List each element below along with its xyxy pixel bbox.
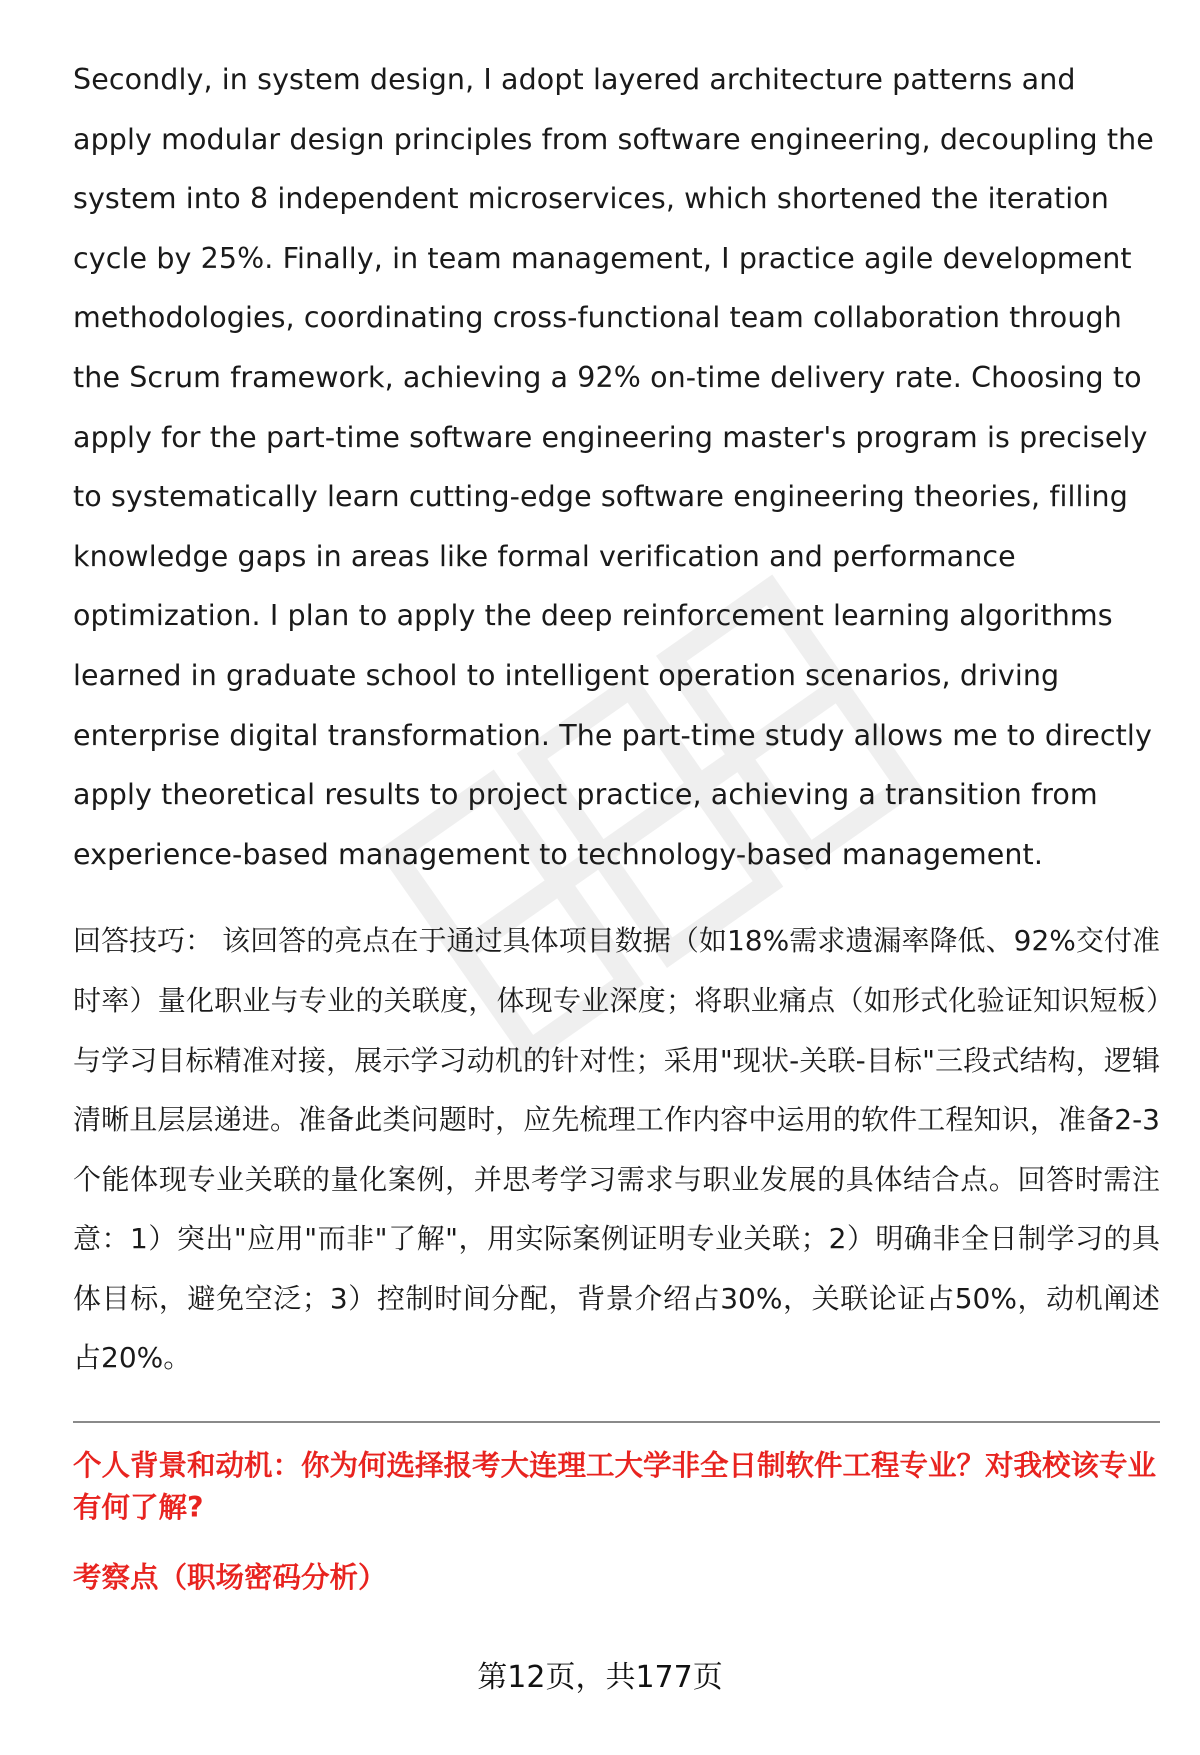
page-number-footer: 第12页，共177页 — [477, 1660, 723, 1695]
section-divider — [73, 1421, 1160, 1423]
answer-tips-paragraph: 回答技巧： 该回答的亮点在于通过具体项目数据（如18%需求遗漏率降低、92%交付准时率）量化职业与专业的关联度，体现专业深度；将职业痛点（如形式化验证知识短板）与学习目标精准对接，展示学习动机的针对性；采用"现状-关联-目标"三段式结构，逻辑清晰且层层递进。准备此类问题时，应先梳理工作内容中运用的软件工程知识，准备2-3个能体现专业关联的量化案例，并思考学习需求与职业发展的具体结合点。回答时需注意：1）突出"应用"而非"了解"，用实际案例证明专业关联；2）明确非全日制学习的具体目标，避免空泛；3）控制时间分配，背景介绍占30%，关联论证占50%，动机阐述占20%。 — [73, 924, 1160, 1375]
next-question-title: 个人背景和动机：你为何选择报考大连理工大学非全日制软件工程专业？对我校该专业有何了解? — [73, 1449, 1157, 1525]
page-content — [73, 50, 1160, 1599]
next-question-subheading: 考察点（职场密码分析） — [73, 1561, 387, 1595]
answer-paragraph-english: Secondly, in system design, I adopt layered architecture patterns and apply modular design principles from software engineering, decoupling the system into 8 independent microservices, which shortened the iteration cycle by 25%. Finally, in team management, I practice agile development methodologies, coordinating cross-functional team collaboration through the Scrum framework, achieving a 92% on-time delivery rate. Choosing to apply for the part-time software engineering master's program is precisely to systematically learn cutting-edge software engineering theories, filling knowledge gaps in areas like formal verification and performance optimization. I plan to apply the deep reinforcement learning algorithms learned in graduate school to intelligent operation scenarios, driving enterprise digital transformation. The part-time study allows me to directly apply theoretical results to project practice, achieving a transition from experience-based management to technology-based management. — [73, 63, 1154, 871]
